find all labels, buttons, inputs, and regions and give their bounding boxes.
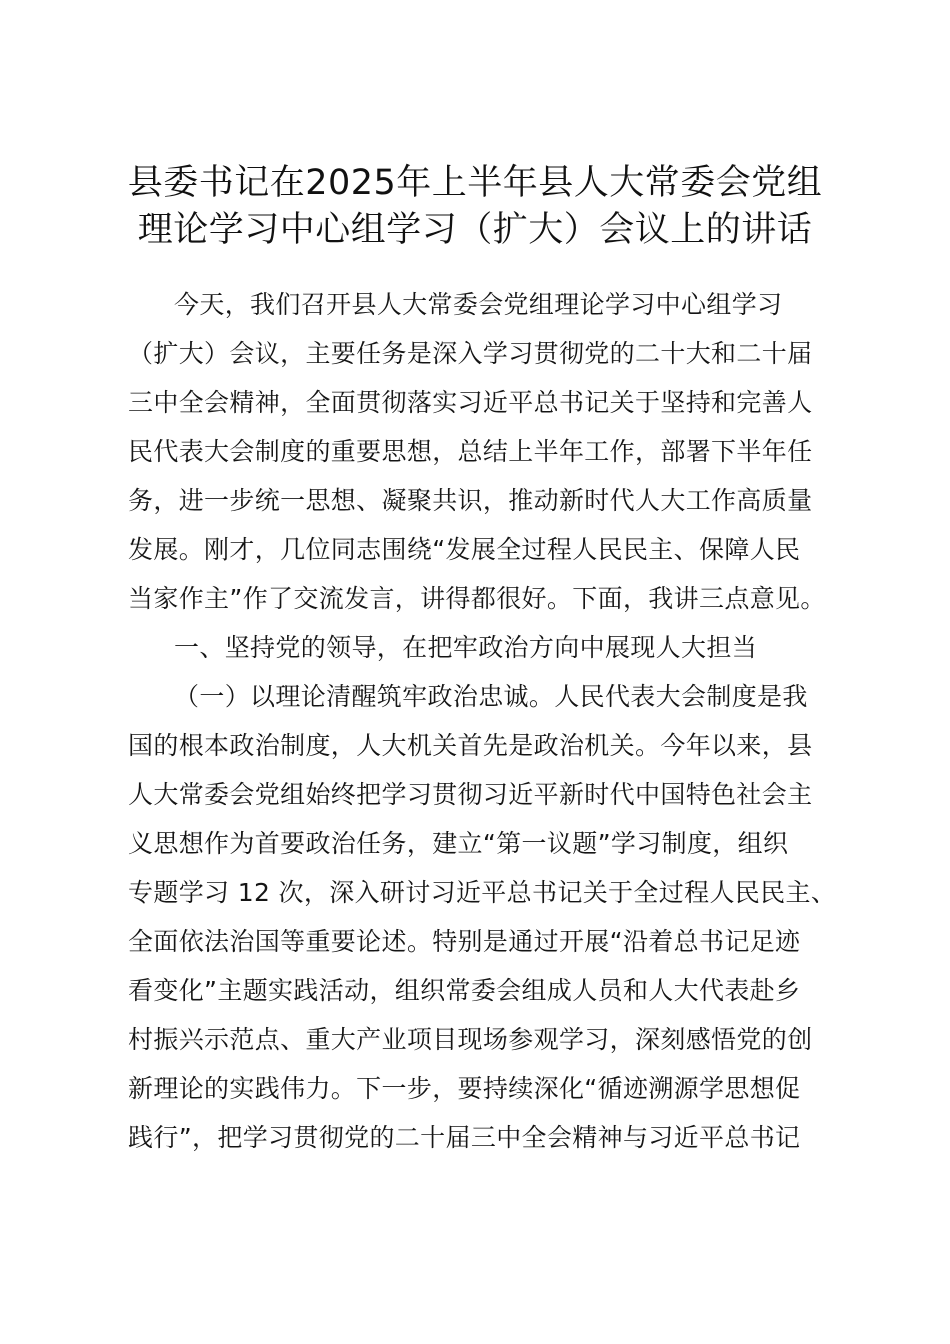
body-line: 全面依法治国等重要论述。特别是通过开展“沿着总书记足迹 [128, 927, 801, 956]
body-line: 发展。刚才，几位同志围绕“发展全过程人民民主、保障人民 [128, 535, 801, 564]
body-line: 人大常委会党组始终把学习贯彻习近平新时代中国特色社会主 [128, 780, 813, 809]
body-line: 村振兴示范点、重大产业项目现场参观学习，深刻感悟党的创 [128, 1025, 813, 1054]
body-line: 义思想作为首要政治任务，建立“第一议题”学习制度，组织 [128, 829, 789, 858]
body-line: 专题学习 12 次，深入研讨习近平总书记关于全过程人民民主、 [128, 878, 837, 907]
body-line: 当家作主”作了交流发言，讲得都很好。下面，我讲三点意见。 [128, 584, 826, 613]
body-line: （一）以理论清醒筑牢政治忠诚。人民代表大会制度是我 [174, 682, 808, 711]
body-line: 三中全会精神，全面贯彻落实习近平总书记关于坚持和完善人 [128, 388, 813, 417]
body-line: 民代表大会制度的重要思想，总结上半年工作，部署下半年任 [128, 437, 813, 466]
body-line: 践行”，把学习贯彻党的二十届三中全会精神与习近平总书记 [128, 1123, 801, 1152]
body-line: 看变化”主题实践活动，组织常委会组成人员和人大代表赴乡 [128, 976, 801, 1005]
body-line: （扩大）会议，主要任务是深入学习贯彻党的二十大和二十届 [128, 339, 813, 368]
title-line-1: 县委书记在2025年上半年县人大常委会党组 [127, 163, 823, 203]
document-body [128, 280, 848, 1162]
body-line: 务，进一步统一思想、凝聚共识，推动新时代人大工作高质量 [128, 486, 813, 515]
body-line: 新理论的实践伟力。下一步，要持续深化“循迹溯源学思想促 [128, 1074, 801, 1103]
document-title [110, 160, 840, 254]
title-line-2: 理论学习中心组学习（扩大）会议上的讲话 [137, 210, 813, 250]
body-line: 国的根本政治制度，人大机关首先是政治机关。今年以来，县 [128, 731, 813, 760]
body-line: 今天，我们召开县人大常委会党组理论学习中心组学习 [174, 290, 783, 319]
section-heading: 一、坚持党的领导，在把牢政治方向中展现人大担当 [174, 633, 758, 662]
